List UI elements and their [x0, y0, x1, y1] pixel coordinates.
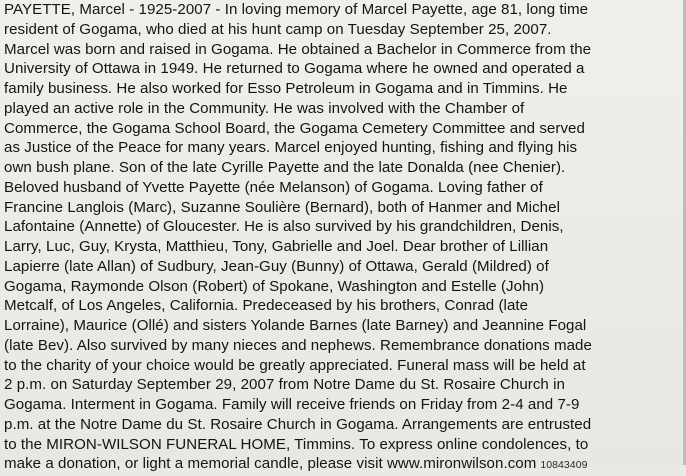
- obituary-line: Marcel was born and raised in Gogama. He obtained a Bachelor in Commerce from the: [4, 40, 592, 58]
- obituary-line: Francine Langlois (Marc), Suzanne Soulière (Bernard), both of Hanmer and Michel: [4, 198, 560, 216]
- obituary-line: family business. He also worked for Esso Petroleum in Gogama and in Timmins. He: [4, 80, 568, 97]
- obituary-line: (late Bev). Also survived by many nieces and nephews. Remembrance donations made: [4, 336, 592, 354]
- obituary-line: Beloved husband of Yvette Payette (née Melanson) of Gogama. Loving father of: [4, 178, 543, 196]
- obituary-line: Gogama. Interment in Gogama. Family will receive friends on Friday from 2-4 and 7-9: [4, 396, 580, 413]
- obituary-line: own bush plane. Son of the late Cyrille Payette and the late Donalda (nee Chenier).: [4, 159, 566, 176]
- obituary-line: Metcalf, of Los Angeles, California. Predeceased by his brothers, Conrad (late: [4, 297, 529, 315]
- obituary-line: 2 p.m. on Saturday September 29, 2007 from Notre Dame du St. Rosaire Church in: [4, 376, 565, 394]
- obituary-line: to the MIRON-WILSON FUNERAL HOME, Timmins. To express online condolences, to: [4, 435, 589, 453]
- obituary-text: [4, 0, 686, 474]
- ad-id: 10843409: [540, 459, 588, 472]
- obituary-line: Lafontaine (Annette) of Gloucester. He is also survived by his grandchildren, Denis,: [4, 218, 564, 236]
- obituary-line: Larry, Luc, Guy, Krysta, Matthieu, Tony, Gabrielle and Joel. Dear brother of Lillian: [4, 238, 549, 255]
- obituary-line: PAYETTE, Marcel - 1925-2007 - In loving memory of Marcel Payette, age 81, long time: [4, 1, 589, 18]
- obituary-line: University of Ottawa in 1949. He returned to Gogama where he owned and operated a: [4, 60, 585, 78]
- obituary-line: Lapierre (late Allan) of Sudbury, Jean-Guy (Bunny) of Ottawa, Gerald (Mildred) of: [4, 257, 549, 275]
- obituary-line: Gogama, Raymonde Olson (Robert) of Spokane, Washington and Estelle (John): [4, 277, 545, 295]
- obituary-line: played an active role in the Community. He was involved with the Chamber of: [4, 99, 525, 117]
- obituary-line: resident of Gogama, who died at his hunt camp on Tuesday September 25, 2007.: [4, 20, 552, 38]
- obituary-line: make a donation, or light a memorial candle, please visit www.mironwilson.com: [4, 455, 537, 473]
- obituary-line: p.m. at the Notre Dame du St. Rosaire Church in Gogama. Arrangements are entrusted: [4, 415, 592, 433]
- obituary-line: Lorraine), Maurice (Ollé) and sisters Yolande Barnes (late Barney) and Jeannine Fogal: [4, 317, 587, 334]
- obituary-line: to the charity of your choice would be greatly appreciated. Funeral mass will be held at: [4, 356, 586, 374]
- obituary-last-line: [4, 454, 686, 474]
- obituary-line: Commerce, the Gogama School Board, the Gogama Cemetery Committee and served: [4, 119, 585, 137]
- obituary-line: as Justice of the Peace for many years. Marcel enjoyed hunting, fishing and flying his: [4, 139, 578, 157]
